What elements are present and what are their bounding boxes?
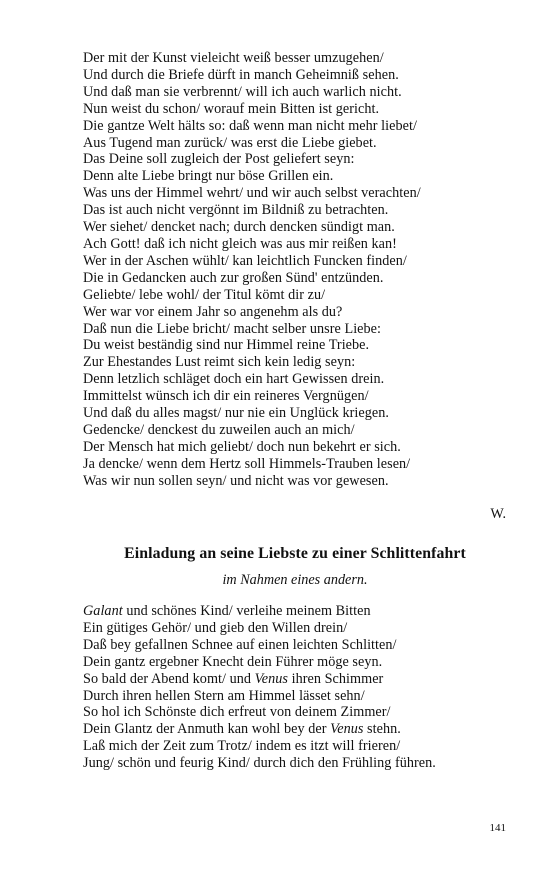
verse-line: Ja dencke/ wenn dem Hertz soll Himmels-Trauben lesen/: [83, 455, 411, 472]
verse-line: Und durch die Briefe dürft in manch Geheimniß sehen.: [83, 66, 399, 83]
verse-line: Und daß man sie verbrennt/ will ich auch warlich nicht.: [83, 83, 402, 100]
verse-line: Aus Tugend man zurück/ was erst die Liebe giebet.: [83, 134, 377, 151]
verse-line: Du weist beständig sind nur Himmel reine Triebe.: [83, 337, 370, 354]
verse-line: Wer war vor einem Jahr so angenehm als du?: [83, 303, 343, 320]
verse-line: Immittelst wünsch ich dir ein reineres Vergnügen/: [83, 388, 369, 405]
author-signature: W.: [490, 506, 506, 522]
verse-emphasis: Venus: [254, 670, 288, 687]
verse-line: Zur Ehestandes Lust reimt sich kein ledig seyn:: [83, 354, 356, 371]
verse-text: und schönes Kind/ verleihe meinem Bitten: [122, 603, 371, 619]
verse-line: [83, 738, 523, 755]
page-number: 141: [489, 822, 506, 834]
verse-line: [83, 603, 523, 620]
verse-line: [83, 671, 523, 688]
verse-line: Das ist auch nicht vergönnt im Bildniß zu betrachten.: [83, 202, 389, 219]
verse-text: Daß bey gefallnen Schnee auf einen leichten Schlitten/: [83, 636, 397, 653]
verse-line: Wer siehet/ dencket nach; durch dencken sündigt man.: [83, 219, 395, 236]
verse-text: Ein gütiges Gehör/ und gieb den Willen drein/: [83, 619, 348, 636]
verse-line: Geliebte/ lebe wohl/ der Titul kömt dir zu/: [83, 286, 326, 303]
verse-line: Der Mensch hat mich geliebt/ doch nun bekehrt er sich.: [83, 438, 401, 455]
verse-text: Dein Glantz der Anmuth kan wohl bey der: [83, 721, 331, 738]
verse-text: So hol ich Schönste dich erfreut von deinem Zimmer/: [83, 704, 391, 721]
verse-line: Denn letzlich schläget doch ein hart Gewissen drein.: [83, 371, 385, 388]
poem-verses-continued: [83, 50, 523, 490]
poem-subtitle: im Nahmen eines andern.: [222, 572, 368, 588]
verse-line: [83, 755, 523, 772]
verse-text: Durch ihren hellen Stern am Himmel lässet sehn/: [83, 687, 365, 704]
verse-line: Die gantze Welt hälts so: daß wenn man nicht mehr liebet/: [83, 117, 417, 134]
verse-line: Gedencke/ denckest du zuweilen auch an mich/: [83, 421, 355, 438]
verse-text: ihren Schimmer: [288, 670, 384, 687]
verse-text: Laß mich der Zeit zum Trotz/ indem es itzt will frieren/: [83, 738, 401, 755]
verse-line: Der mit der Kunst vieleicht weiß besser umzugehen/: [83, 50, 384, 66]
verse-line: Was wir nun sollen seyn/ und nicht was vor gewesen.: [83, 472, 389, 489]
verse-line: Und daß du alles magst/ nur nie ein Unglück kriegen.: [83, 405, 389, 422]
verse-line: Das Deine soll zugleich der Post geliefert seyn:: [83, 151, 355, 168]
verse-line: [83, 620, 523, 637]
verse-line: Die in Gedancken auch zur großen Sünd' entzünden.: [83, 269, 384, 286]
verse-text: Dein gantz ergebner Knecht dein Führer möge seyn.: [83, 653, 383, 670]
verse-text: So bald der Abend komt/ und: [83, 670, 255, 687]
verse-line: Denn alte Liebe bringt nur böse Grillen ein.: [83, 168, 334, 185]
verse-line: Wer in der Aschen wühlt/ kan leichtlich Funcken finden/: [83, 252, 407, 269]
verse-line: Was uns der Himmel wehrt/ und wir auch selbst verachten/: [83, 185, 421, 202]
verse-line: [83, 704, 523, 721]
verse-line: [83, 721, 523, 738]
poem-title: Einladung an seine Liebste zu einer Schlittenfahrt: [124, 545, 466, 562]
verse-line: [83, 637, 523, 654]
verse-emphasis: Venus: [330, 721, 364, 738]
verse-text: Jung/ schön und feurig Kind/ durch dich den Frühling führen.: [83, 755, 436, 772]
verse-line: Nun weist du schon/ worauf mein Bitten ist gericht.: [83, 100, 380, 117]
verse-line: Ach Gott! daß ich nicht gleich was aus mir reißen kan!: [83, 235, 397, 252]
verse-emphasis: Galant: [83, 603, 123, 619]
poem-verses: [83, 603, 523, 772]
verse-line: Daß nun die Liebe bricht/ macht selber unsre Liebe:: [83, 320, 382, 337]
verse-line: [83, 654, 523, 671]
verse-text: stehn.: [363, 721, 401, 738]
verse-line: [83, 688, 523, 705]
